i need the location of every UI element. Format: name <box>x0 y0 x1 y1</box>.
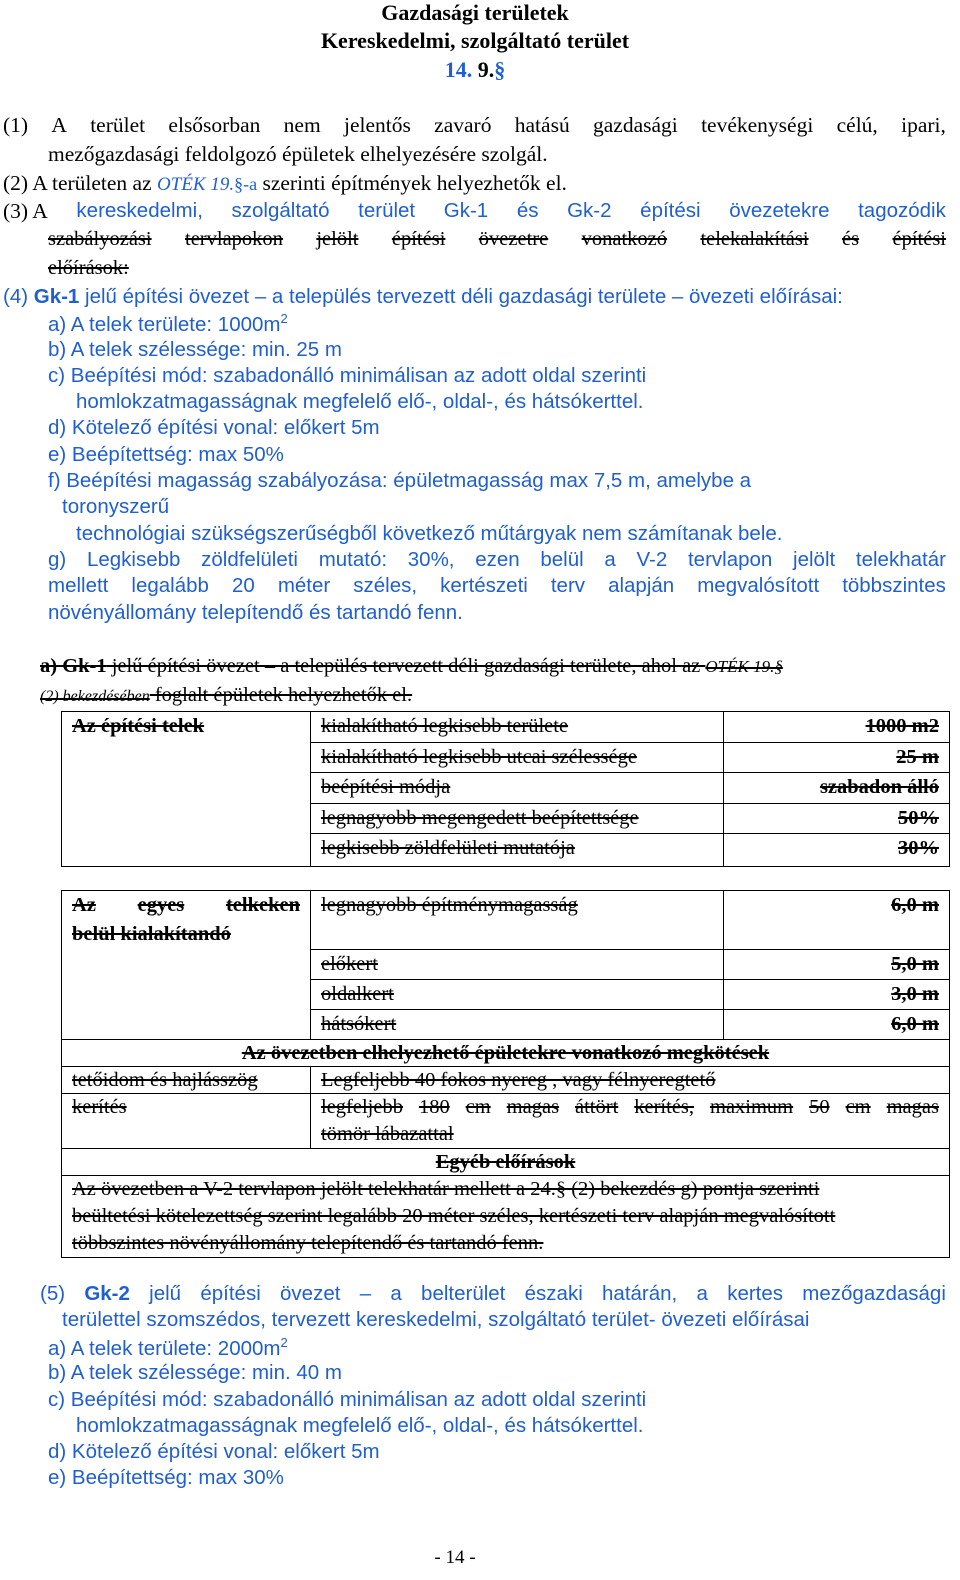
gk1-d: d) Kötelező építési vonal: előkert 5m <box>48 416 380 439</box>
word: – <box>359 1282 372 1305</box>
gk1-f1: f) Beépítési magasság szabályozása: épületmagasság max 7,5 m, amelybe a <box>48 469 752 492</box>
word: áttört <box>575 1096 619 1118</box>
table2-heading1: Az övezetben elhelyezhető épületekre vonatkozó megkötések <box>62 1040 950 1067</box>
word: a <box>390 1282 402 1305</box>
word: belül <box>540 548 584 571</box>
table2-label: legnagyobb építménymagasság <box>311 891 724 950</box>
gk1-f2: toronyszerű <box>62 495 170 518</box>
word: építési <box>200 1282 261 1305</box>
word: mellett <box>48 574 109 597</box>
word: (5) <box>40 1282 66 1305</box>
para3-line3: előírások: <box>48 257 129 279</box>
word: cm <box>845 1096 871 1118</box>
gk1-heading-c: jelű építési övezet – a település tervezett déli gazdasági területe – övezeti előírásai: <box>79 285 843 308</box>
gk1-c2: homlokzatmagasságnak megfelelő elő-, oldal-, és hátsókerttel. <box>76 390 644 413</box>
word: 30%, <box>407 548 455 571</box>
word: a <box>604 548 616 571</box>
table1-label: kialakítható legkisebb utcai szélessége <box>311 742 724 773</box>
word: 20 <box>231 574 255 597</box>
table-row <box>62 1176 950 1258</box>
word: szolgáltató <box>231 199 330 222</box>
table-row <box>62 1040 950 1067</box>
word: építési <box>892 228 946 250</box>
word: ezen <box>475 548 520 571</box>
struck-a-line2 <box>40 684 412 707</box>
word: kereskedelmi, <box>76 199 203 222</box>
struck-a-otek: OTÉK 19.§ <box>705 657 783 676</box>
word: tevékenységi <box>701 113 814 137</box>
word: övezetekre <box>729 199 830 222</box>
struck-a-text: jelű építési övezet – a település tervezett déli gazdasági területe, ahol az <box>106 655 706 677</box>
table2-other-line2: beültetési kötelezettség szerint legalább 20 méter széles, kertészeti terv alapján megvalósított <box>72 1205 836 1227</box>
table1-value: 30% <box>724 834 950 867</box>
gk1-c1: c) Beépítési mód: szabadonálló minimálisan az adott oldal szerinti <box>48 364 647 387</box>
word: gazdasági <box>593 113 678 137</box>
word: tervlapokon <box>185 228 283 250</box>
word: célú, <box>836 113 878 137</box>
gk1-heading <box>3 285 843 309</box>
word: mezőgazdasági <box>802 1282 946 1305</box>
table-row <box>62 1067 950 1094</box>
page-number: - 14 - <box>434 1547 476 1568</box>
word: többszintes <box>842 574 946 597</box>
word: szabályozási <box>48 228 152 250</box>
word: Az <box>72 894 96 916</box>
gk1-g2 <box>48 574 946 598</box>
word: építési <box>640 199 701 222</box>
table2-left-line2: belül kialakítandó <box>72 923 231 945</box>
table-row <box>62 1094 950 1149</box>
gk1-a-text: a) A telek területe: 1000m <box>48 312 281 336</box>
table2-label: hátsókert <box>311 1010 724 1040</box>
gk2-a <box>48 1335 288 1361</box>
para3-line1 <box>3 199 946 224</box>
table2-value: 6,0 m <box>724 891 950 950</box>
word: kertes <box>727 1282 784 1305</box>
word: és <box>842 228 860 250</box>
word: A <box>51 113 67 137</box>
struck-a-ref: (2) bekezdésében <box>40 688 150 705</box>
table1-label: legkisebb zöldfelületi mutatója <box>311 834 724 867</box>
gk2-c2: homlokzatmagasságnak megfelelő elő-, oldal-, és hátsókerttel. <box>76 1414 644 1437</box>
para3-line2 <box>48 228 946 251</box>
word: jelű <box>149 1282 182 1305</box>
word: tagozódik <box>858 199 946 222</box>
word: cm <box>465 1096 491 1118</box>
word: 180 <box>418 1096 450 1118</box>
word: széles, <box>353 574 418 597</box>
table-building-plot <box>61 711 950 867</box>
otek-ref: OTÉK 19. <box>157 174 235 195</box>
word: zavaró <box>434 113 492 137</box>
section-num-blue: 14. <box>444 57 473 82</box>
word: hatású <box>514 113 570 137</box>
word: maximum <box>710 1096 794 1118</box>
word: északi <box>524 1282 583 1305</box>
word: övezetre <box>478 228 549 250</box>
gk1-b: b) A telek szélessége: min. 25 m <box>48 338 342 361</box>
gk2-b: b) A telek szélessége: min. 40 m <box>48 1361 342 1384</box>
table-row <box>62 1149 950 1176</box>
word: és <box>516 199 539 222</box>
title-kereskedelmi: Kereskedelmi, szolgáltató terület <box>320 28 630 53</box>
table2-value: 6,0 m <box>724 1010 950 1040</box>
word: (1) <box>3 113 29 137</box>
para1-line1 <box>3 113 946 138</box>
word: legalább <box>131 574 209 597</box>
section-number <box>0 57 950 83</box>
table2-value: 3,0 m <box>724 980 950 1010</box>
table2-other-line1: Az övezetben a V-2 tervlapon jelölt telekhatár mellett a 24.§ (2) bekezdés g) pontja szerinti <box>72 1178 820 1200</box>
table2-other-line3: többszintes növényállomány telepítendő és tartandó fenn. <box>72 1232 544 1254</box>
para2 <box>3 171 567 196</box>
para1-line2: mezőgazdasági feldolgozó épületek elhelyezésére szolgál. <box>48 142 548 166</box>
gk1-g3: növényállomány telepítendő és tartandó fenn. <box>48 601 463 624</box>
word: egyes <box>137 894 185 916</box>
table1-label: kialakítható legkisebb területe <box>311 712 724 743</box>
word: méter <box>277 574 331 597</box>
table2-fence-line2: tömör lábazattal <box>321 1123 454 1145</box>
gk2-d: d) Kötelező építési vonal: előkert 5m <box>48 1440 380 1463</box>
gk2-heading1 <box>40 1282 946 1306</box>
word: telekalakítási <box>700 228 809 250</box>
word: belterület <box>421 1282 506 1305</box>
word: V-2 <box>636 548 668 571</box>
title-gazdasagi: Gazdasági területek <box>381 0 569 25</box>
table2-fence-line1 <box>321 1094 939 1121</box>
table1-value: 1000 m2 <box>724 712 950 743</box>
gk1-a <box>48 311 288 337</box>
table2-left <box>62 891 311 1040</box>
table2-label: oldalkert <box>311 980 724 1010</box>
word: ipari, <box>901 113 946 137</box>
word: terület <box>358 199 416 222</box>
word: övezet <box>280 1282 341 1305</box>
struck-a-code: a) Gk-1 <box>40 655 107 677</box>
word: jelentős <box>344 113 411 137</box>
para3-prefix: (3) A <box>3 199 48 223</box>
table2-label: előkert <box>311 950 724 980</box>
gk2-e: e) Beépítettség: max 30% <box>48 1466 284 1489</box>
table2-roof-label: tetőidom és hajlásszög <box>62 1067 311 1094</box>
gk1-e: e) Beépítettség: max 50% <box>48 443 284 466</box>
word: legfeljebb <box>321 1096 403 1118</box>
word: terület <box>90 113 146 137</box>
section-sign: § <box>494 57 506 82</box>
word: megvalósított <box>697 574 820 597</box>
struck-a-text2: foglalt épületek helyezhetők el. <box>149 684 413 706</box>
para2-a: (2) A területen az <box>3 171 158 195</box>
gk2-a-sup: 2 <box>280 1335 288 1350</box>
gk1-code: Gk-1 <box>33 285 80 308</box>
word: elsősorban <box>168 113 261 137</box>
table2-roof-value: Legfeljebb 40 fokos nyereg , vagy félnyeregtető <box>311 1067 950 1094</box>
word: vonatkozó <box>581 228 668 250</box>
gk1-f3: technológiai szükségszerűségből következő műtárgyak nem számítanak bele. <box>76 522 783 545</box>
table2-left-line1 <box>72 891 300 920</box>
gk2-c1: c) Beépítési mód: szabadonálló minimálisan az adott oldal szerinti <box>48 1388 647 1411</box>
gk2-a-text: a) A telek területe: 2000m <box>48 1336 281 1360</box>
table-zone-rules <box>61 890 950 1258</box>
word: telkeken <box>225 894 300 916</box>
gk2-code: Gk-2 <box>84 1282 130 1305</box>
gk1-heading-a: (4) <box>3 285 34 308</box>
struck-a-line1 <box>40 655 783 678</box>
word: 50 <box>809 1096 830 1118</box>
word: kerítés, <box>634 1096 695 1118</box>
table-row <box>62 712 950 743</box>
table2-other <box>62 1176 950 1258</box>
word: a <box>696 1282 708 1305</box>
word: telekhatár <box>855 548 946 571</box>
otek-ref-sign: §-a <box>234 174 258 194</box>
word: Legkisebb <box>86 548 181 571</box>
word: magas <box>886 1096 939 1118</box>
table1-value: szabadon álló <box>724 773 950 804</box>
table1-label: legnagyobb megengedett beépítettsége <box>311 803 724 834</box>
table2-value: 5,0 m <box>724 950 950 980</box>
table1-value: 25 m <box>724 742 950 773</box>
table2-fence-value <box>311 1094 950 1149</box>
word: g) <box>48 548 67 571</box>
para2-d: szerinti építmények helyezhetők el. <box>257 171 567 195</box>
word: zöldfelületi <box>201 548 298 571</box>
table-row <box>62 891 950 950</box>
word: magas <box>506 1096 560 1118</box>
word: alapján <box>608 574 675 597</box>
table1-value: 50% <box>724 803 950 834</box>
gk1-a-sup: 2 <box>280 311 288 326</box>
word: mutató: <box>318 548 388 571</box>
word: építési <box>391 228 446 250</box>
word: Gk-2 <box>567 199 612 222</box>
word: jelölt <box>316 228 359 250</box>
table2-heading2: Egyéb előírások <box>62 1149 950 1176</box>
table2-fence-label: kerítés <box>62 1094 311 1149</box>
word: határán, <box>602 1282 678 1305</box>
table1-left: Az építési telek <box>62 712 311 867</box>
gk2-heading2: területtel szomszédos, tervezett kereskedelmi, szolgáltató terület- övezeti előírásai <box>62 1308 810 1331</box>
word: terv <box>550 574 586 597</box>
gk1-g1 <box>48 548 946 572</box>
section-num-black: 9. <box>477 57 495 82</box>
word: kertészeti <box>440 574 528 597</box>
word: Gk-1 <box>443 199 489 222</box>
word: nem <box>283 113 321 137</box>
word: jelölt <box>793 548 836 571</box>
table1-label: beépítési módja <box>311 773 724 804</box>
word: tervlapon <box>687 548 773 571</box>
